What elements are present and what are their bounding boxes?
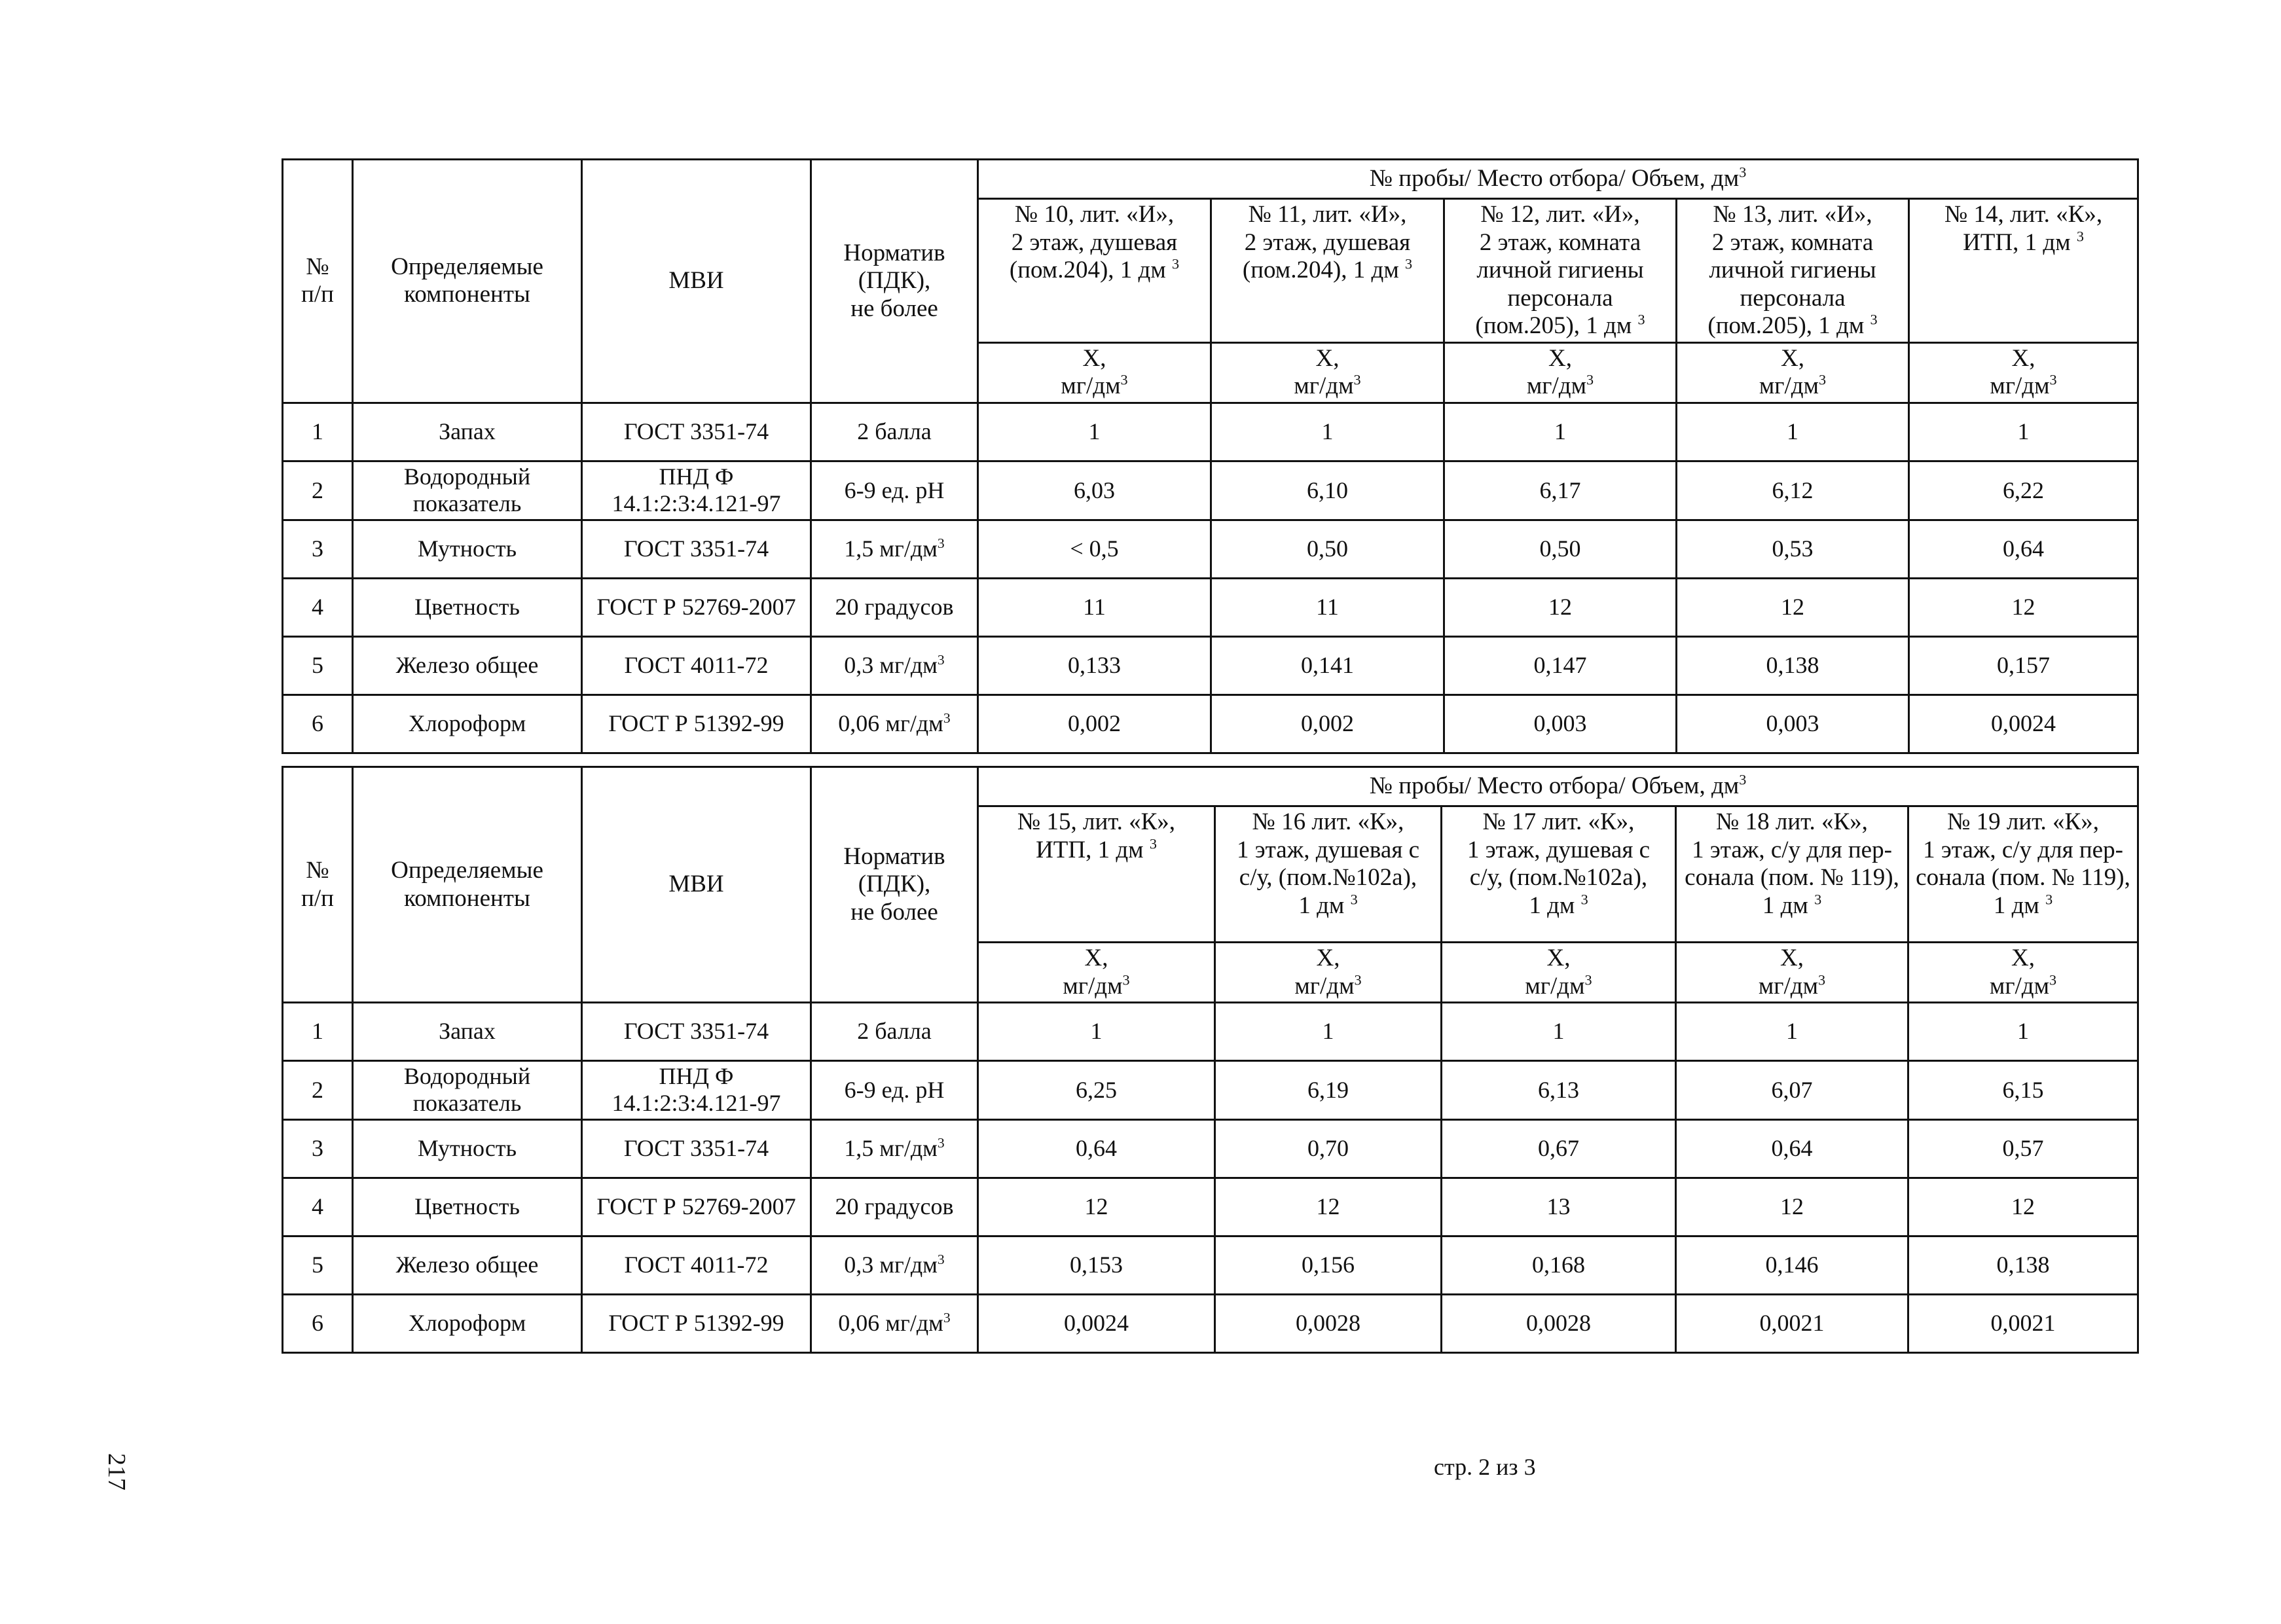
sample-line: № 12, лит. «И», [1480, 201, 1640, 228]
row-value: 11 [978, 578, 1211, 636]
row-norm [811, 461, 978, 520]
sample-line: 1 дм [1529, 892, 1575, 919]
header-norm [811, 160, 978, 403]
row-component: Железо общее [353, 1236, 582, 1294]
unit-value: мг/дм [1990, 372, 2050, 400]
header-text: № пробы/ Место отбора/ Объем, дм [1369, 772, 1740, 800]
unit-label: Х, [2011, 945, 2035, 971]
row-value: 12 [978, 1178, 1215, 1236]
sample-line: с/у, (пом.№102а), [1469, 864, 1648, 892]
row-value: 0,64 [1676, 1119, 1908, 1178]
sample-line: (пом.205), 1 дм [1707, 312, 1865, 340]
row-value: 1 [1908, 1003, 2138, 1061]
row-norm [811, 1003, 978, 1061]
row-number: 6 [283, 1294, 353, 1352]
header-component [353, 767, 582, 1003]
row-value: 12 [1676, 1178, 1908, 1236]
header-sample-4 [1677, 199, 1909, 343]
table-row [283, 1294, 2138, 1352]
header-text: компоненты [404, 884, 530, 912]
sample-line: 1 дм [1298, 892, 1345, 919]
row-value: 11 [1211, 578, 1444, 636]
table-row [283, 578, 2138, 636]
row-component: Мутность [353, 520, 582, 578]
row-value: 0,138 [1677, 636, 1909, 695]
row-value: 12 [1444, 578, 1677, 636]
row-method: ГОСТ 3351-74 [582, 403, 811, 461]
row-value: 12 [1909, 578, 2138, 636]
norm-value: 20 градусов [835, 1193, 954, 1220]
unit-label: Х, [1084, 945, 1108, 971]
header-text: Норматив [843, 239, 945, 266]
superscript-3: 3 [1120, 371, 1128, 388]
row-value: 6,15 [1908, 1061, 2138, 1120]
row-norm [811, 1119, 978, 1178]
superscript-3: 3 [1580, 891, 1588, 908]
row-value: 13 [1442, 1178, 1676, 1236]
row-value: 0,64 [1909, 520, 2138, 578]
table-row [283, 636, 2138, 695]
superscript-3: 3 [1819, 371, 1827, 388]
row-norm [811, 1178, 978, 1236]
row-norm [811, 636, 978, 695]
superscript-3: 3 [1405, 255, 1413, 272]
norm-value: 6-9 ед. pH [844, 1076, 945, 1103]
header-text: п/п [301, 884, 334, 912]
sample-line: 1 дм [1993, 892, 2039, 919]
row-component: Железо общее [353, 636, 582, 695]
header-unit [1677, 342, 1909, 403]
row-norm [811, 1061, 978, 1120]
unit-label: Х, [2011, 344, 2035, 372]
header-text: (ПДК), [858, 871, 931, 898]
sample-line: персонала [1507, 284, 1613, 312]
row-value: 6,12 [1677, 461, 1909, 520]
header-unit [978, 342, 1211, 403]
row-component: Мутность [353, 1119, 582, 1178]
row-value: 0,146 [1676, 1236, 1908, 1294]
norm-value: 20 градусов [835, 593, 954, 620]
row-value: 12 [1215, 1178, 1442, 1236]
header-norm [811, 767, 978, 1003]
header-row-number [283, 767, 353, 1003]
header-text: не более [850, 295, 938, 322]
sample-line: 1 этаж, с/у для пер- [1692, 836, 1892, 863]
header-unit [1908, 943, 2138, 1003]
table-row [283, 1119, 2138, 1178]
row-number: 4 [283, 1178, 353, 1236]
superscript-3: 3 [1814, 891, 1822, 908]
row-value: 1 [1909, 403, 2138, 461]
table-row [283, 461, 2138, 520]
header-text: Определяемые [391, 857, 543, 884]
norm-value: 1,5 мг/дм [844, 1135, 938, 1162]
row-value: 6,19 [1215, 1061, 1442, 1120]
header-row-number [283, 160, 353, 403]
row-norm [811, 1294, 978, 1352]
results-table-1 [282, 158, 2139, 754]
row-value: 0,64 [978, 1119, 1215, 1178]
row-value: 6,13 [1442, 1061, 1676, 1120]
superscript-3: 3 [1353, 371, 1361, 388]
superscript-3: 3 [1586, 371, 1594, 388]
header-unit [978, 943, 1215, 1003]
row-method: ГОСТ Р 51392-99 [582, 1294, 811, 1352]
header-sample-3 [1442, 806, 1676, 943]
row-method: ГОСТ 4011-72 [582, 1236, 811, 1294]
header-sample-5 [1908, 806, 2138, 943]
superscript-3: 3 [1637, 311, 1645, 328]
row-method: ГОСТ 3351-74 [582, 1119, 811, 1178]
row-value: 1 [1215, 1003, 1442, 1061]
unit-label: Х, [1082, 344, 1106, 372]
superscript-3: 3 [2045, 891, 2053, 908]
row-value: 6,07 [1676, 1061, 1908, 1120]
header-text: Норматив [843, 842, 945, 870]
row-value: 0,57 [1908, 1119, 2138, 1178]
unit-label: Х, [1316, 945, 1340, 971]
header-sample-1 [978, 806, 1215, 943]
header-unit [1909, 342, 2138, 403]
row-number: 1 [283, 1003, 353, 1061]
sample-line: 1 этаж, душевая с [1467, 836, 1651, 863]
norm-value: 2 балла [857, 418, 932, 445]
table-row [283, 1003, 2138, 1061]
header-text: Определяемые [391, 253, 543, 280]
row-component: Цветность [353, 1178, 582, 1236]
header-sample-1 [978, 199, 1211, 343]
sample-line: ИТП, 1 дм [1036, 836, 1144, 863]
row-value: 0,67 [1442, 1119, 1676, 1178]
row-norm [811, 578, 978, 636]
norm-value: 2 балла [857, 1018, 932, 1045]
row-component: Водородный показатель [353, 461, 582, 520]
row-value: 6,03 [978, 461, 1211, 520]
row-component: Хлороформ [353, 695, 582, 753]
row-value: 1 [1442, 1003, 1676, 1061]
superscript-3: 3 [1739, 164, 1747, 181]
table-row [283, 695, 2138, 753]
superscript-3: 3 [1739, 771, 1747, 788]
unit-label: Х, [1781, 344, 1804, 372]
row-value: 0,133 [978, 636, 1211, 695]
row-value: 0,003 [1444, 695, 1677, 753]
row-value: 0,138 [1908, 1236, 2138, 1294]
sample-line: сонала (пом. № 119), [1685, 864, 1899, 892]
row-method: ГОСТ Р 52769-2007 [582, 1178, 811, 1236]
row-method: ПНД Ф 14.1:2:3:4.121-97 [582, 461, 811, 520]
sample-line: ИТП, 1 дм [1963, 228, 2071, 256]
sample-line: (пом.205), 1 дм [1475, 312, 1632, 340]
row-value: 6,10 [1211, 461, 1444, 520]
sample-line: № 10, лит. «И», [1014, 201, 1175, 228]
unit-value: мг/дм [1063, 972, 1123, 1000]
row-value: 0,70 [1215, 1119, 1442, 1178]
page-number: стр. 2 из 3 [1434, 1454, 1536, 1480]
row-number: 2 [283, 461, 353, 520]
header-sample-group [978, 160, 2138, 199]
row-method: ГОСТ 4011-72 [582, 636, 811, 695]
row-value: 1 [978, 1003, 1215, 1061]
row-number: 3 [283, 1119, 353, 1178]
table-row [283, 1236, 2138, 1294]
unit-value: мг/дм [1989, 972, 2050, 1000]
row-number: 5 [283, 636, 353, 695]
header-method [582, 160, 811, 403]
row-component: Запах [353, 403, 582, 461]
row-value: 0,0021 [1908, 1294, 2138, 1352]
unit-value: мг/дм [1758, 972, 1818, 1000]
row-norm [811, 403, 978, 461]
superscript-3: 3 [1350, 891, 1358, 908]
unit-label: Х, [1315, 344, 1340, 372]
row-component: Цветность [353, 578, 582, 636]
sample-line: с/у, (пом.№102а), [1239, 864, 1417, 892]
row-number: 6 [283, 695, 353, 753]
unit-value: мг/дм [1294, 372, 1354, 400]
row-value: 6,25 [978, 1061, 1215, 1120]
sample-line: личной гигиены [1709, 257, 1876, 284]
sample-line: персонала [1740, 284, 1846, 312]
norm-value: 0,3 мг/дм [844, 651, 938, 678]
row-value: 0,50 [1211, 520, 1444, 578]
sample-line: 2 этаж, душевая [1011, 228, 1178, 256]
sample-line: 1 этаж, душевая с [1236, 836, 1420, 863]
row-method: ГОСТ Р 51392-99 [582, 695, 811, 753]
superscript-3: 3 [937, 651, 945, 668]
sample-line: (пом.204), 1 дм [1242, 257, 1399, 284]
sample-line: № 18 лит. «К», [1716, 808, 1868, 835]
header-text: не более [850, 898, 938, 926]
unit-label: Х, [1780, 945, 1804, 971]
norm-value: 0,06 мг/дм [838, 1310, 943, 1337]
row-value: 0,157 [1909, 636, 2138, 695]
sample-line: 1 этаж, с/у для пер- [1923, 836, 2123, 863]
row-number: 5 [283, 1236, 353, 1294]
superscript-3: 3 [2076, 228, 2084, 245]
header-sample-4 [1676, 806, 1908, 943]
row-value: 1 [978, 403, 1211, 461]
header-sample-group [978, 767, 2138, 806]
header-unit [1676, 943, 1908, 1003]
row-method: ГОСТ 3351-74 [582, 520, 811, 578]
header-text: № [306, 253, 329, 280]
header-text: компоненты [404, 281, 530, 308]
header-text: № [306, 857, 329, 884]
superscript-3: 3 [937, 535, 945, 551]
sample-line: № 19 лит. «К», [1947, 808, 2099, 835]
row-value: 0,0024 [1909, 695, 2138, 753]
header-text: № пробы/ Место отбора/ Объем, дм [1369, 165, 1740, 192]
row-value: 0,141 [1211, 636, 1444, 695]
unit-value: мг/дм [1526, 372, 1586, 400]
norm-value: 1,5 мг/дм [844, 535, 938, 562]
sample-line: личной гигиены [1476, 257, 1644, 284]
sample-line: 2 этаж, душевая [1244, 228, 1411, 256]
superscript-3: 3 [937, 1135, 945, 1151]
unit-value: мг/дм [1525, 972, 1585, 1000]
unit-label: Х, [1546, 945, 1571, 971]
superscript-3: 3 [2049, 971, 2057, 988]
superscript-3: 3 [1122, 971, 1130, 988]
row-number: 3 [283, 520, 353, 578]
header-unit [1215, 943, 1442, 1003]
header-text: п/п [301, 281, 334, 308]
table-row [283, 520, 2138, 578]
superscript-3: 3 [2049, 371, 2057, 388]
header-method [582, 767, 811, 1003]
row-component: Водородный показатель [353, 1061, 582, 1120]
sample-line: 1 дм [1762, 892, 1808, 919]
superscript-3: 3 [1172, 255, 1180, 272]
row-value: < 0,5 [978, 520, 1211, 578]
row-norm [811, 695, 978, 753]
superscript-3: 3 [1149, 835, 1157, 852]
header-component [353, 160, 582, 403]
superscript-3: 3 [943, 710, 951, 726]
sample-line: № 17 лит. «К», [1482, 808, 1635, 835]
row-norm [811, 520, 978, 578]
superscript-3: 3 [1354, 971, 1362, 988]
row-value: 0,156 [1215, 1236, 1442, 1294]
row-value: 0,002 [1211, 695, 1444, 753]
row-value: 1 [1444, 403, 1677, 461]
row-value: 0,168 [1442, 1236, 1676, 1294]
norm-value: 6-9 ед. pH [844, 477, 945, 503]
header-text: (ПДК), [858, 267, 931, 295]
row-value: 6,17 [1444, 461, 1677, 520]
unit-label: Х, [1548, 344, 1572, 372]
row-value: 0,002 [978, 695, 1211, 753]
row-value: 0,0028 [1215, 1294, 1442, 1352]
row-value: 0,0028 [1442, 1294, 1676, 1352]
row-value: 0,53 [1677, 520, 1909, 578]
sample-line: № 13, лит. «И», [1713, 201, 1872, 228]
unit-value: мг/дм [1061, 372, 1121, 400]
superscript-3: 3 [1870, 311, 1878, 328]
row-component: Запах [353, 1003, 582, 1061]
superscript-3: 3 [1818, 971, 1826, 988]
header-text: МВИ [668, 871, 724, 898]
header-sample-5 [1909, 199, 2138, 343]
row-component: Хлороформ [353, 1294, 582, 1352]
row-value: 0,0024 [978, 1294, 1215, 1352]
row-number: 2 [283, 1061, 353, 1120]
results-table-2 [282, 766, 2139, 1354]
sample-line: 2 этаж, комната [1711, 228, 1874, 256]
row-value: 0,147 [1444, 636, 1677, 695]
row-method: ГОСТ Р 52769-2007 [582, 578, 811, 636]
header-sample-2 [1215, 806, 1442, 943]
table-row [283, 1061, 2138, 1120]
row-number: 1 [283, 403, 353, 461]
row-value: 1 [1211, 403, 1444, 461]
sample-line: сонала (пом. № 119), [1916, 864, 2130, 892]
sample-line: № 15, лит. «К», [1017, 808, 1176, 835]
header-sample-2 [1211, 199, 1444, 343]
norm-value: 0,3 мг/дм [844, 1252, 938, 1278]
row-method: ПНД Ф 14.1:2:3:4.121-97 [582, 1061, 811, 1120]
sample-line: (пом.204), 1 дм [1009, 257, 1166, 284]
header-text: МВИ [668, 267, 724, 295]
row-norm [811, 1236, 978, 1294]
sample-line: № 16 лит. «К», [1252, 808, 1404, 835]
table-row [283, 1178, 2138, 1236]
row-value: 0,50 [1444, 520, 1677, 578]
row-value: 12 [1908, 1178, 2138, 1236]
header-unit [1444, 342, 1677, 403]
row-value: 0,0021 [1676, 1294, 1908, 1352]
row-value: 0,003 [1677, 695, 1909, 753]
table-row [283, 403, 2138, 461]
row-value: 1 [1677, 403, 1909, 461]
sample-line: № 11, лит. «И», [1248, 201, 1407, 228]
side-page-number: 217 [103, 1453, 130, 1490]
row-value: 0,153 [978, 1236, 1215, 1294]
row-method: ГОСТ 3351-74 [582, 1003, 811, 1061]
row-value: 6,22 [1909, 461, 2138, 520]
header-unit [1442, 943, 1676, 1003]
norm-value: 0,06 мг/дм [838, 710, 943, 736]
row-value: 12 [1677, 578, 1909, 636]
unit-value: мг/дм [1759, 372, 1819, 400]
row-value: 1 [1676, 1003, 1908, 1061]
row-number: 4 [283, 578, 353, 636]
superscript-3: 3 [1584, 971, 1592, 988]
header-unit [1211, 342, 1444, 403]
superscript-3: 3 [943, 1310, 951, 1326]
sample-line: 2 этаж, комната [1479, 228, 1641, 256]
header-sample-3 [1444, 199, 1677, 343]
sample-line: № 14, лит. «К», [1944, 201, 2103, 228]
unit-value: мг/дм [1294, 972, 1355, 1000]
superscript-3: 3 [937, 1252, 945, 1268]
